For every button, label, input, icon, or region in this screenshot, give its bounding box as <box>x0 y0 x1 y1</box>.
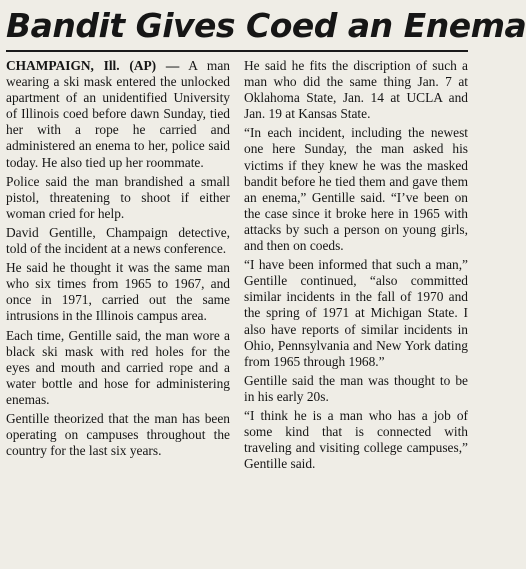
article-paragraph: Gentille said the man was thought to be in his early 20s. <box>244 372 468 404</box>
article-paragraph: “I have been informed that such a man,” Gentille continued, “also committed similar incidents in the fall of 1970 and the spring of 1971 at Michigan State. I also have reports of similar incidents in Ohio, Pennsylvania and New York dating from 1965 through 1968.” <box>244 257 468 369</box>
dateline: CHAMPAIGN, Ill. (AP) — <box>6 58 180 73</box>
article-paragraph: Each time, Gentille said, the man wore a black ski mask with red holes for the eyes and mouth and carried rope and a water bottle and hose for administering enemas. <box>6 327 230 407</box>
article-paragraph: “I think he is a man who has a job of some kind that is connected with traveling and visiting college campuses,” Gentille said. <box>244 407 468 472</box>
article-paragraph: He said he thought it was the same man who six times from 1965 to 1967, and once in 1971, carried out the same intrusions in the Illinois campus area. <box>6 260 230 324</box>
article-paragraph: He said he fits the discription of such a man who did the same thing Jan. 7 at Oklahoma State, Jan. 14 at UCLA and Jan. 19 at Kansas State. <box>244 58 468 122</box>
article-column-2 <box>244 58 468 472</box>
headline: Bandit Gives Coed an Enema <box>6 6 526 45</box>
article-column-1 <box>6 58 230 472</box>
article-paragraph: Police said the man brandished a small pistol, threatening to shoot if either woman cried for help. <box>6 173 230 221</box>
article-paragraph: “In each incident, including the newest one here Sunday, the man asked his victims if they knew he was the masked bandit before he tied them and gave them an enema,” Gentille said. “I’ve been on the case since it broke here in 1965 with attacks by such a person on young girls, and then on coeds. <box>244 125 468 254</box>
article-paragraph <box>6 58 230 171</box>
paragraph-text: A man wearing a ski mask entered the unlocked apartment of an unidentified University of Illinois coed before dawn Sunday, tied her with a rope he carried and administered an enema to her, police said today. He also tied up her roommate. <box>6 58 230 170</box>
headline-rule <box>6 50 468 52</box>
article-paragraph: David Gentille, Champaign detective, told of the incident at a news conference. <box>6 224 230 257</box>
article-body <box>6 58 468 472</box>
article-paragraph: Gentille theorized that the man has been operating on campuses throughout the country for the last six years. <box>6 410 230 459</box>
